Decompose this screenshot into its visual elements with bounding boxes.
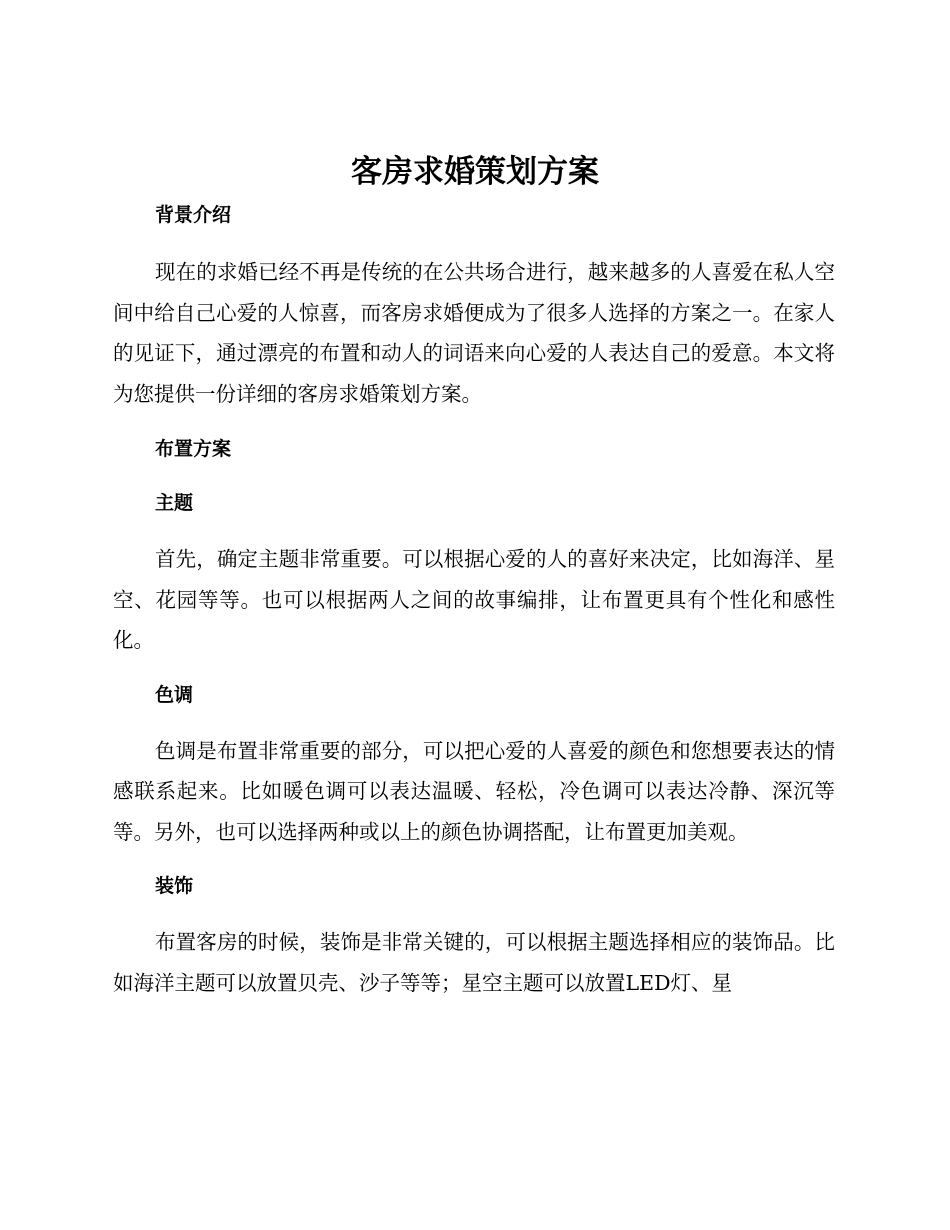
paragraph-background: 现在的求婚已经不再是传统的在公共场合进行，越来越多的人喜爱在私人空间中给自己心爱的人惊喜，而客房求婚便成为了很多人选择的方案之一。在家人的见证下，通过漂亮的布置和动人的词语来向心爱的人表达自己的爱意。本文将为您提供一份详细的客房求婚策划方案。 (113, 260, 835, 406)
paragraph-color: 色调是布置非常重要的部分，可以把心爱的人喜爱的颜色和您想要表达的情感联系起来。比如暖色调可以表达温暖、轻松，冷色调可以表达冷静、深沉等等。另外，也可以选择两种或以上的颜色协调搭配，让布置更加美观。 (113, 738, 835, 844)
document-title: 客房求婚策划方案 (351, 154, 599, 190)
paragraph-theme: 首先，确定主题非常重要。可以根据心爱的人的喜好来决定，比如海洋、星空、花园等等。也可以根据两人之间的故事编排，让布置更具有个性化和感性化。 (113, 547, 835, 652)
section-heading-layout-plan: 布置方案 (155, 438, 232, 460)
section-heading-color: 色调 (155, 683, 194, 706)
section-heading-decoration: 装饰 (155, 875, 194, 897)
document-body (113, 200, 835, 1003)
section-heading-background: 背景介绍 (155, 204, 232, 226)
section-heading-theme: 主题 (155, 492, 194, 514)
paragraph-decoration: 布置客房的时候，装饰是非常关键的，可以根据主题选择相应的装饰品。比如海洋主题可以放置贝壳、沙子等等；星空主题可以放置LED灯、星 (113, 930, 835, 995)
